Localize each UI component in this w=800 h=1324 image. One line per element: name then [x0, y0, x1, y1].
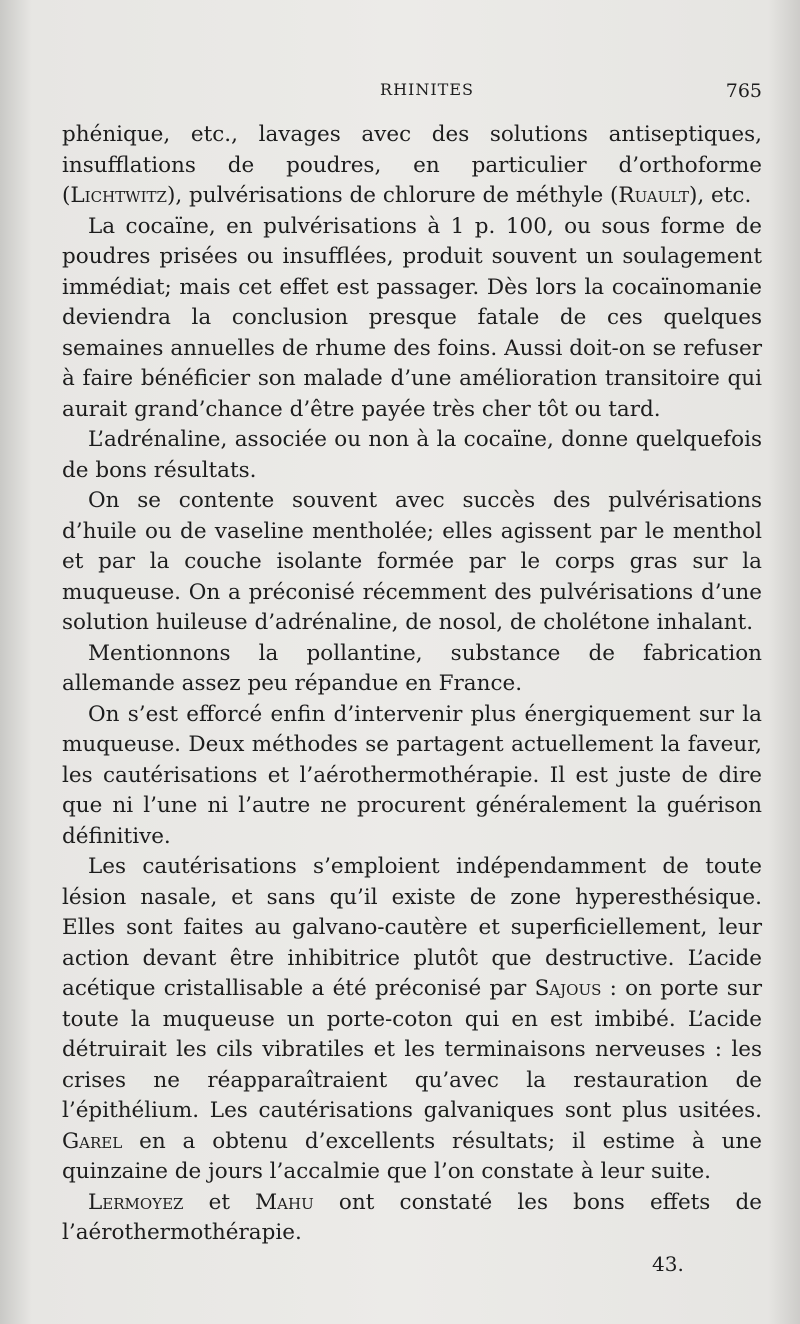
- text-run: : on porte sur toute la muqueuse un porte-coton qui en est imbibé. L’acide détruirait les cils vibratiles et les terminaisons nerveuses : les crises ne réapparaîtraient qu’avec la restauration de l’épithélium. Les cautérisations galvaniques sont plus usitées.: [62, 976, 762, 1123]
- paragraph-3: [62, 425, 762, 486]
- author-name: Sajous: [534, 976, 602, 1001]
- text-run: On s’est efforcé enfin d’intervenir plus énergiquement sur la muqueuse. Deux méthodes se partagent actuellement la faveur, les cautérisations et l’aérothermothérapie. Il est juste de dire que ni l’une ni l’autre ne procurent généralement la guérison définitive.: [62, 701, 762, 849]
- paragraph-7: [62, 852, 762, 1188]
- text-run: ont constaté les bons effets de l’aérothermothérapie.: [62, 1189, 762, 1245]
- paragraph-8: [62, 1188, 762, 1249]
- author-name: Mahu: [255, 1189, 314, 1215]
- paragraph-1: [62, 120, 762, 212]
- paragraph-5: [62, 639, 762, 700]
- paragraph-6: [62, 700, 762, 853]
- signature-mark: 43.: [652, 1252, 684, 1276]
- author-name: Garel: [62, 1128, 123, 1154]
- running-title: RHINITES: [380, 80, 474, 99]
- text-run: en a obtenu d’excellents résultats; il estime à une quinzaine de jours l’accalmie que l’on constate à leur suite.: [62, 1128, 762, 1184]
- body-text: [62, 120, 762, 1249]
- paragraph-4: [62, 486, 762, 639]
- text-run: Les cautérisations s’emploient indépendamment de toute lésion nasale, et sans qu’il existe de zone hyperesthésique. Elles sont faites au galvano-cautère et superficiellement, leur action devant être inhibitrice plutôt que destructive. L’acide acétique cristallisable a été préconisé par: [62, 854, 762, 1001]
- text-run: La cocaïne, en pulvérisations à 1 p. 100, ou sous forme de poudres prisées ou insufflées, produit souvent un soulagement immédiat; mais cet effet est passager. Dès lors la cocaïnomanie deviendra la conclusion presque fatale de ces quelques semaines annuelles de rhume des foins. Aussi doit-on se refuser à faire bénéficier son malade d’une amélioration transitoire qui aurait grand’chance d’être payée très cher tôt ou tard.: [62, 213, 762, 422]
- author-name: Lichtwitz: [70, 183, 167, 208]
- author-name: Ruault: [618, 183, 689, 208]
- text-run: ), etc.: [689, 183, 752, 208]
- page-number: 765: [725, 80, 762, 102]
- text-run: On se contente souvent avec succès des pulvérisations d’huile ou de vaseline mentholée; elles agissent par le menthol et par la couche isolante formée par le corps gras sur la muqueuse. On a préconisé récemment des pulvérisations d’une solution huileuse d’adrénaline, de nosol, de cholétone inhalant.: [62, 488, 762, 635]
- text-run: phénique, etc., lavages avec des solutions antiseptiques, insufflations de poudres, en particulier d’orthoforme (: [62, 122, 762, 208]
- paragraph-2: [62, 212, 762, 426]
- text-run: ), pulvérisations de chlorure de méthyle (: [166, 183, 619, 208]
- author-name: Lermoyez: [88, 1189, 184, 1215]
- running-head: [62, 80, 762, 106]
- text-run: et: [183, 1189, 256, 1215]
- text-run: Mentionnons la pollantine, substance de fabrication allemande assez peu répandue en France.: [62, 640, 762, 696]
- text-run: L’adrénaline, associée ou non à la cocaïne, donne quelquefois de bons résultats.: [62, 427, 762, 483]
